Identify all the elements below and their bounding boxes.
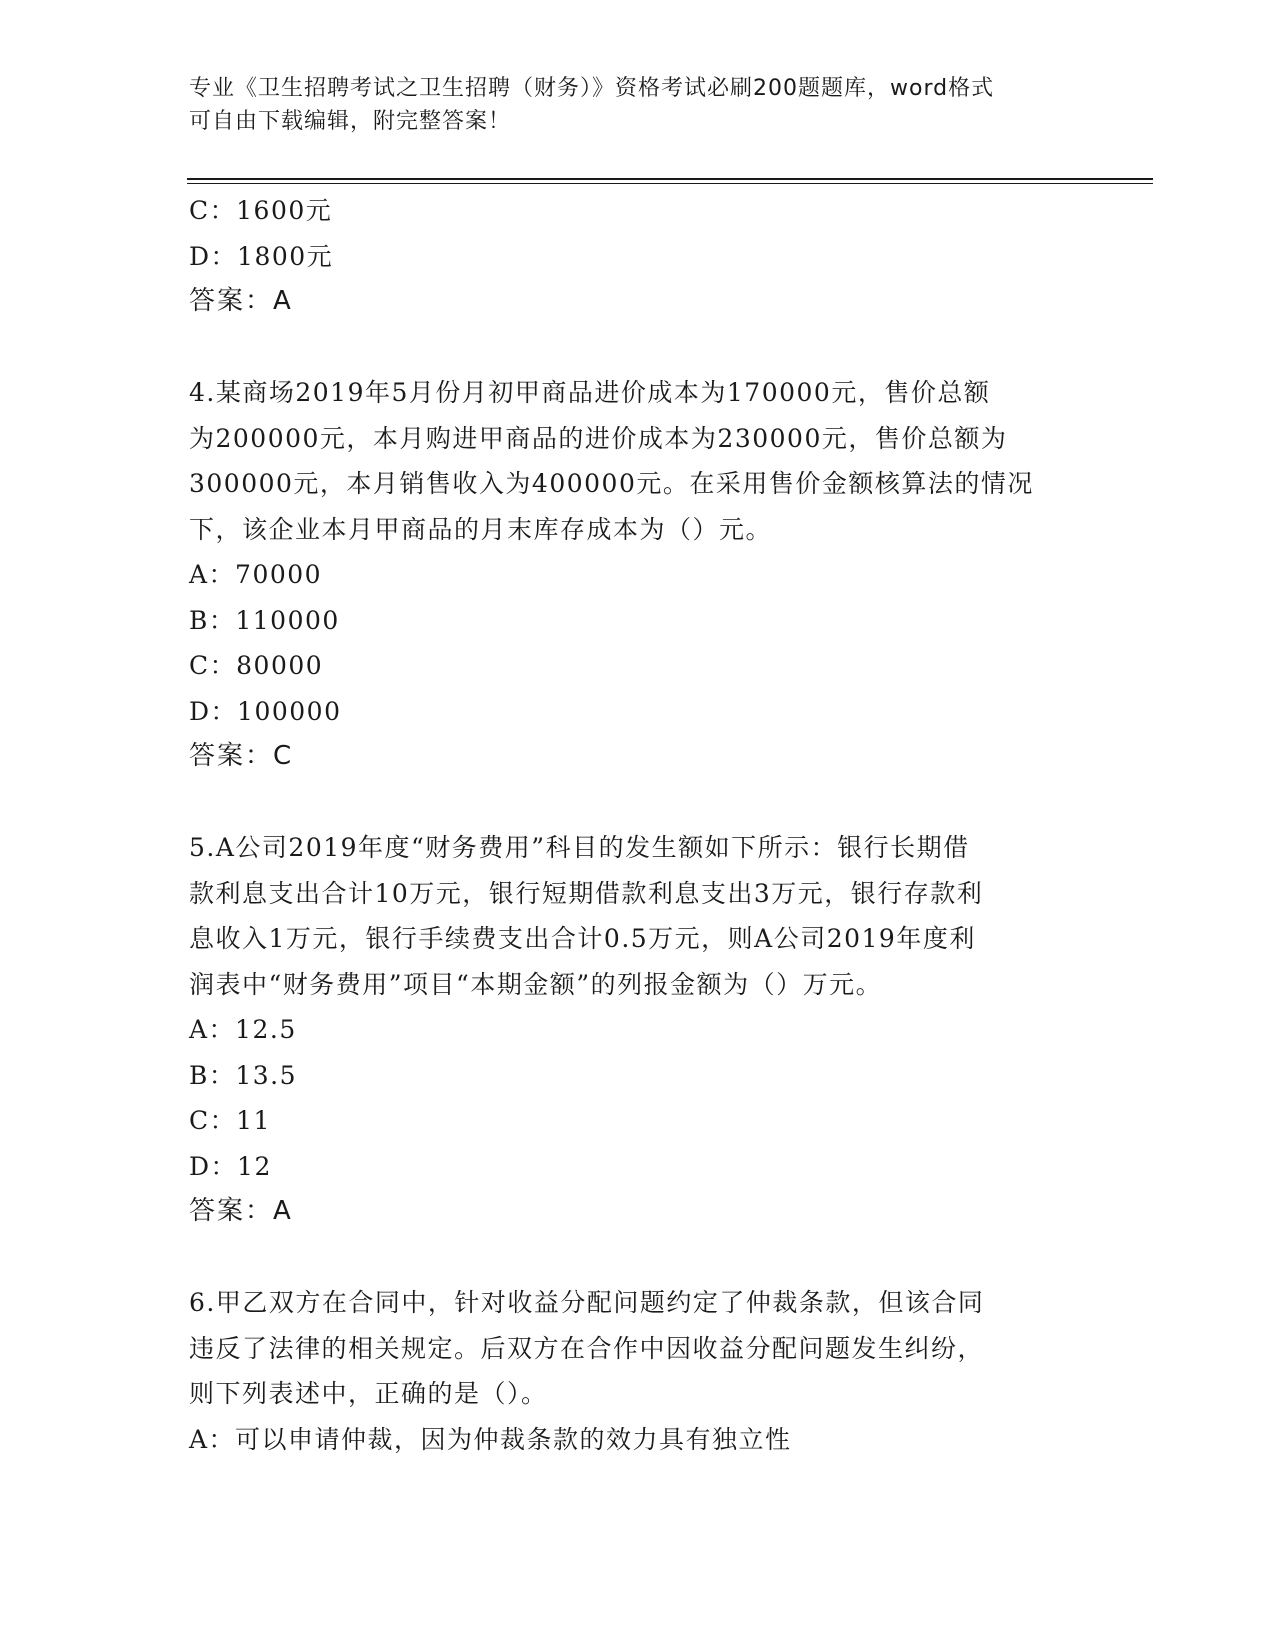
- option-b: B：110000: [189, 605, 340, 635]
- option-d: D：100000: [189, 696, 342, 726]
- question-text-line: 息收入1万元，银行手续费支出合计0.5万元，则A公司2019年度利: [189, 924, 976, 953]
- document-header: [189, 72, 1069, 138]
- answer-line: 答案：A: [189, 286, 293, 316]
- option-a: A：70000: [189, 560, 323, 589]
- option-c: C：1600元: [189, 196, 333, 225]
- header-divider-thin: [187, 183, 1153, 184]
- spacer: [189, 780, 1089, 826]
- question-6: [189, 1280, 1089, 1462]
- question-text-line: 为200000元，本月购进甲商品的进价成本为230000元，售价总额为: [189, 423, 1008, 453]
- option-d: D：1800元: [189, 241, 334, 271]
- header-line-2: 可自由下载编辑，附完整答案！: [189, 109, 512, 134]
- header-divider-thick: [187, 178, 1153, 180]
- option-c: C：80000: [189, 651, 324, 680]
- option-d: D：12: [189, 1151, 272, 1181]
- question-text-line: 则下列表述中，正确的是（）。: [189, 1379, 548, 1408]
- question-text-line: 300000元，本月销售收入为400000元。在采用售价金额核算法的情况: [189, 469, 1034, 498]
- answer-line: 答案：A: [189, 1196, 293, 1226]
- question-3-continuation: [189, 188, 1089, 325]
- document-body: [189, 188, 1089, 1462]
- question-text-line: 4.某商场2019年5月份月初甲商品进价成本为170000元，售价总额: [189, 378, 991, 407]
- option-c: C：11: [189, 1106, 271, 1135]
- question-4: [189, 370, 1089, 780]
- question-5: [189, 825, 1089, 1235]
- spacer: [189, 325, 1089, 371]
- question-text-line: 下，该企业本月甲商品的月末库存成本为（）元。: [189, 514, 773, 544]
- question-text-line: 款利息支出合计10万元，银行短期借款利息支出3万元，银行存款利: [189, 878, 984, 908]
- option-b: B：13.5: [189, 1060, 298, 1090]
- spacer: [189, 1235, 1089, 1281]
- option-a: A：可以申请仲裁，因为仲裁条款的效力具有独立性: [189, 1424, 792, 1454]
- question-text-line: 5.A公司2019年度“财务费用”科目的发生额如下所示：银行长期借: [189, 833, 970, 862]
- question-text-line: 润表中“财务费用”项目“本期金额”的列报金额为（）万元。: [189, 969, 883, 999]
- question-text-line: 违反了法律的相关规定。后双方在合作中因收益分配问题发生纠纷，: [189, 1333, 985, 1363]
- option-a: A：12.5: [189, 1015, 297, 1044]
- answer-line: 答案：C: [189, 741, 294, 771]
- header-line-1: 专业《卫生招聘考试之卫生招聘（财务）》资格考试必刷200题题库，word格式: [189, 76, 995, 101]
- question-text-line: 6.甲乙双方在合同中，针对收益分配问题约定了仲裁条款，但该合同: [189, 1288, 985, 1317]
